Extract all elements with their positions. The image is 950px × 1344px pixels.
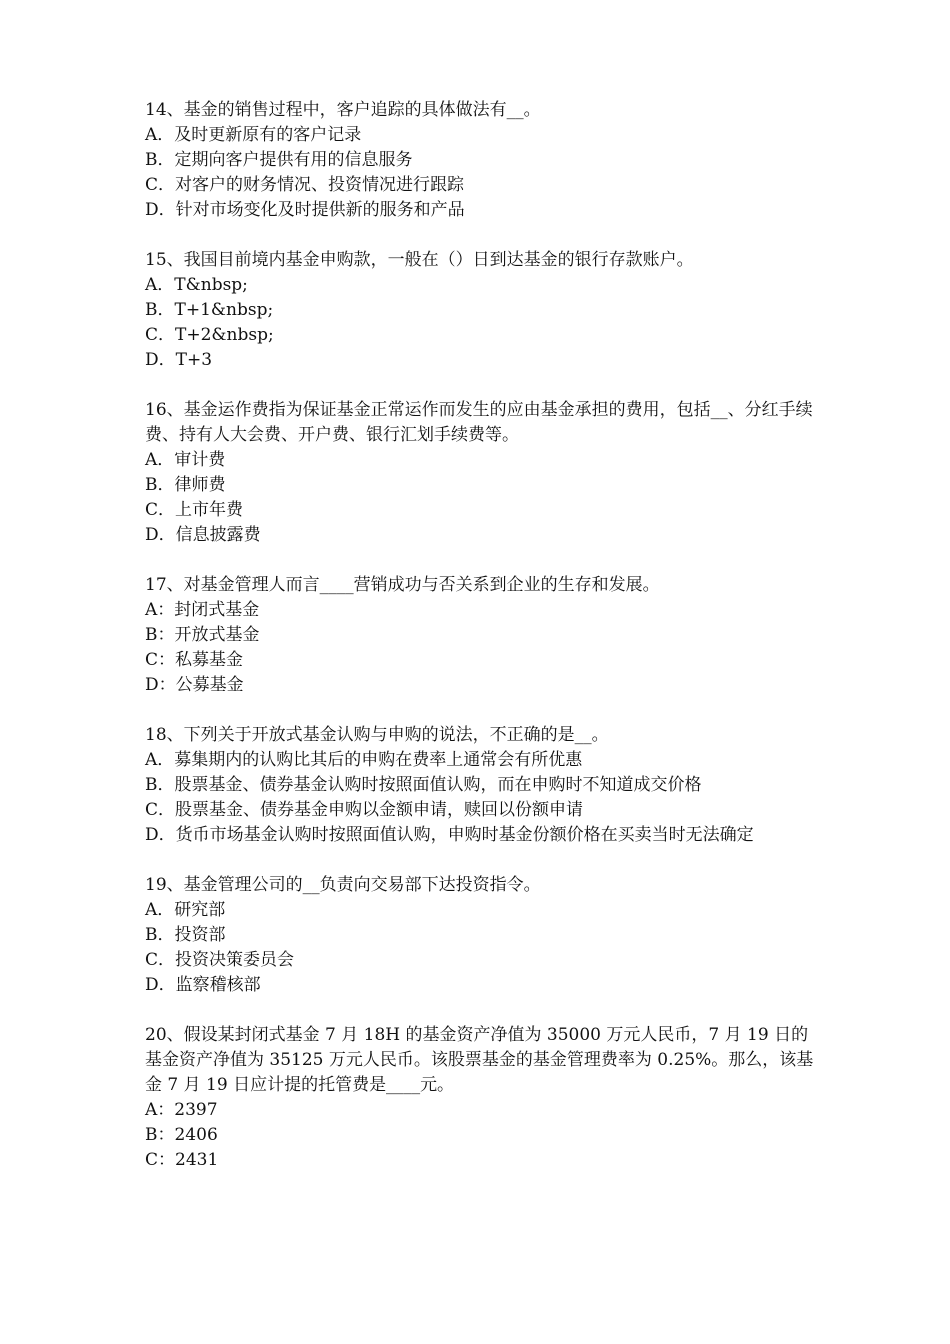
option-a: A．募集期内的认购比其后的申购在费率上通常会有所优惠 — [145, 750, 583, 770]
question-stem: 17、对基金管理人而言____营销成功与否关系到企业的生存和发展。 — [145, 575, 660, 595]
question-stem: 16、基金运作费指为保证基金正常运作而发生的应由基金承担的费用，包括__、分红手续费、持有人大会费、开户费、银行汇划手续费等。 — [145, 400, 813, 445]
option-a: A．审计费 — [145, 450, 226, 470]
option-d: D．货币市场基金认购时按照面值认购，申购时基金份额价格在买卖当时无法确定 — [145, 825, 754, 845]
option-a: A：封闭式基金 — [145, 600, 260, 620]
document-page — [145, 98, 820, 1198]
option-a: A．及时更新原有的客户记录 — [145, 125, 362, 145]
option-b: B．投资部 — [145, 925, 226, 945]
question-16 — [145, 398, 820, 548]
option-a: A：2397 — [145, 1100, 218, 1120]
question-14 — [145, 98, 820, 223]
question-stem: 15、我国目前境内基金申购款，一般在（）日到达基金的银行存款账户。 — [145, 250, 694, 270]
question-stem: 20、假设某封闭式基金 7 月 18H 的基金资产净值为 35000 万元人民币，7 月 19 日的基金资产净值为 35125 万元人民币。该股票基金的基金管理费率为 0.25%。那么，该基金 7 月 19 日应计提的托管费是____元。 — [145, 1025, 814, 1095]
question-18 — [145, 723, 820, 848]
option-c: C．投资决策委员会 — [145, 950, 295, 970]
option-b: B．T+1&nbsp; — [145, 300, 274, 320]
option-d: D．监察稽核部 — [145, 975, 261, 995]
option-c: C．上市年费 — [145, 500, 244, 520]
question-20 — [145, 1023, 820, 1173]
option-c: C．对客户的财务情况、投资情况进行跟踪 — [145, 175, 465, 195]
option-a: A．研究部 — [145, 900, 226, 920]
question-19 — [145, 873, 820, 998]
option-b: B：开放式基金 — [145, 625, 260, 645]
question-15 — [145, 248, 820, 373]
question-17 — [145, 573, 820, 698]
option-c: C．T+2&nbsp; — [145, 325, 274, 345]
question-stem: 18、下列关于开放式基金认购与申购的说法，不正确的是__。 — [145, 725, 609, 745]
option-c: C：2431 — [145, 1150, 219, 1170]
option-d: D．T+3 — [145, 350, 213, 370]
question-stem: 14、基金的销售过程中，客户追踪的具体做法有__。 — [145, 100, 541, 120]
option-a: A．T&nbsp; — [145, 275, 248, 295]
question-stem: 19、基金管理公司的__负责向交易部下达投资指令。 — [145, 875, 541, 895]
option-d: D：公募基金 — [145, 675, 244, 695]
option-c: C．股票基金、债券基金申购以金额申请，赎回以份额申请 — [145, 800, 584, 820]
option-b: B：2406 — [145, 1125, 218, 1145]
option-d: D．针对市场变化及时提供新的服务和产品 — [145, 200, 465, 220]
option-b: B．股票基金、债券基金认购时按照面值认购，而在申购时不知道成交价格 — [145, 775, 702, 795]
option-b: B．定期向客户提供有用的信息服务 — [145, 150, 413, 170]
option-b: B．律师费 — [145, 475, 226, 495]
option-d: D．信息披露费 — [145, 525, 261, 545]
option-c: C：私募基金 — [145, 650, 244, 670]
